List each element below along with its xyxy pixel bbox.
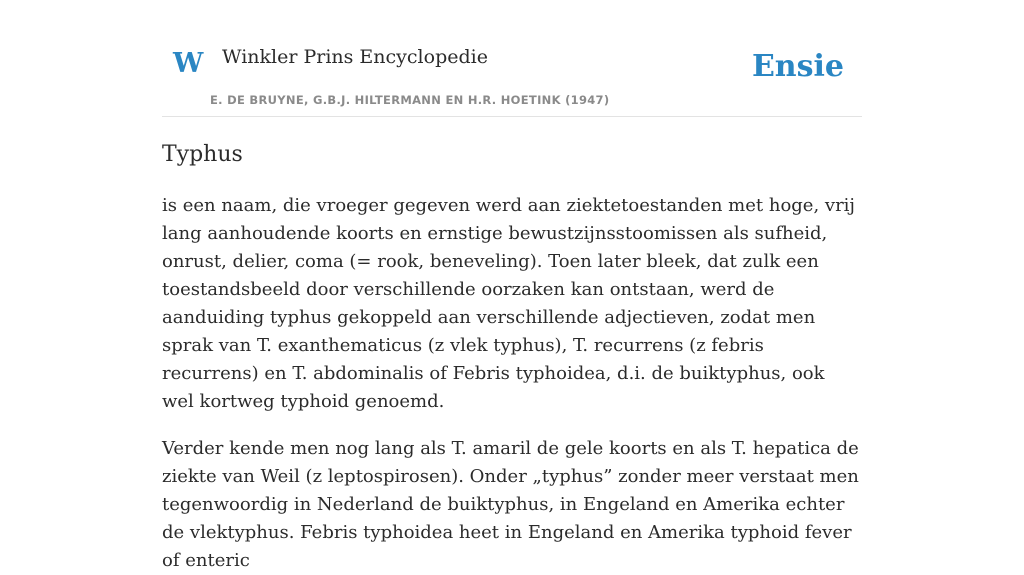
source-title[interactable]: Winkler Prins Encyclopedie <box>222 46 488 68</box>
source-authors: E. DE BRUYNE, G.B.J. HILTERMANN EN H.R. HOETINK (1947) <box>210 93 610 107</box>
source-header <box>162 0 862 117</box>
entry-paragraph: Verder kende men nog lang als T. amaril de gele koorts en als T. hepatica de ziekte van Weil (z leptospirosen). Onder „typhus” zonder meer verstaat men tegenwoordig in Nederland de buiktyphus, in Engeland en Amerika echter de vlektyphus. Febris typhoidea heet in Engeland en Amerika typhoid fever of enteric <box>162 438 859 571</box>
source-logo[interactable]: W <box>173 48 204 79</box>
entry-paragraph: is een naam, die vroeger gegeven werd aan ziektetoestanden met hoge, vrij lang aanhoudende koorts en ernstige bewustzijnsstoomissen als sufheid, onrust, delier, coma (= rook, beneveling). Toen later bleek, dat zulk een toestandsbeeld door verschillende oorzaken kan ontstaan, werd de aanduiding typhus gekoppeld aan verschillende adjectieven, zodat men sprak van T. exanthematicus (z vlek typhus), T. recurrens (z febris recurrens) en T. abdominalis of Febris typhoidea, d.i. de buiktyphus, ook wel kortweg typhoid genoemd. <box>162 195 856 412</box>
brand-logo[interactable]: Ensie <box>751 49 844 84</box>
entry-title: Typhus <box>162 142 243 167</box>
entry-content <box>162 140 862 575</box>
